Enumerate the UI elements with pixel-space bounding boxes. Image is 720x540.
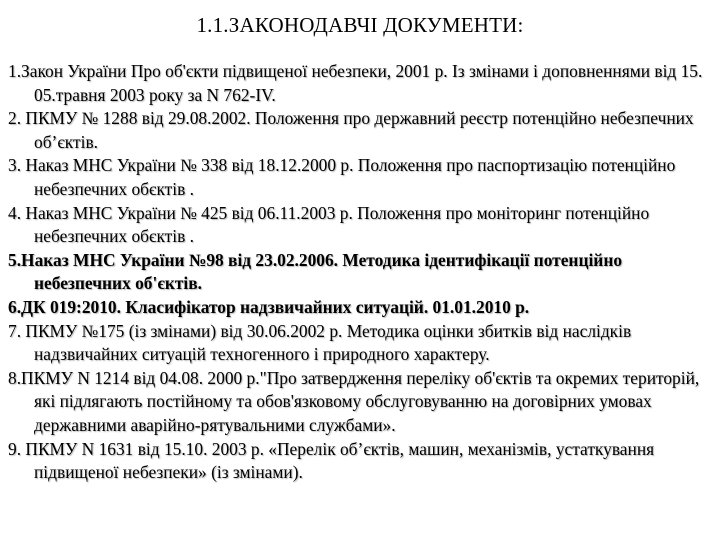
list-item: 6.ДК 019:2010. Класифікатор надзвичайних ситуацій. 01.01.2010 р. — [8, 296, 530, 317]
list-item: 9. ПКМУ N 1631 від 15.10. 2003 р. «Перелік об’єктів, машин, механізмів, устаткування підвищеної небезпеки» (із змінами). — [8, 438, 655, 483]
list-item: 7. ПКМУ №175 (із змінами) від 30.06.2002 р. Методика оцінки збитків від наслідків надзвичайних ситуацій техногенного і природного характеру. — [8, 320, 632, 365]
list-item: 1.Закон України Про об'єкти підвищеної небезпеки, 2001 р. Із змінами і доповненнями від 15. 05.травня 2003 року за N 762-IV. — [8, 61, 703, 105]
list-item: 3. Наказ МНС України № 338 від 18.12.2000 р. Положення про паспортизацію потенційно небезпечних обєктів . — [8, 155, 676, 199]
page-title: 1.1.ЗАКОНОДАВЧІ ДОКУМЕНТИ: — [196, 13, 524, 37]
list-item: 4. Наказ МНС України № 425 від 06.11.2003 р. Положення про моніторинг потенційно небезпечних обєктів . — [8, 202, 650, 247]
list-item: 2. ПКМУ № 1288 від 29.08.2002. Положення про державний реєстр потенційно небезпечних об’єктів. — [8, 108, 694, 152]
document-list — [8, 60, 714, 485]
list-item: 8.ПКМУ N 1214 від 04.08. 2000 р."Про затвердження переліку об'єктів та окремих територій, які підлягають постійному та обов'язковому обслуговуванню на договірних умовах державними аварійно-рятувальними службами». — [8, 367, 700, 435]
list-item: 5.Наказ МНС України №98 від 23.02.2006. Методика ідентифікації потенційно небезпечних об'єктів. — [8, 249, 623, 294]
